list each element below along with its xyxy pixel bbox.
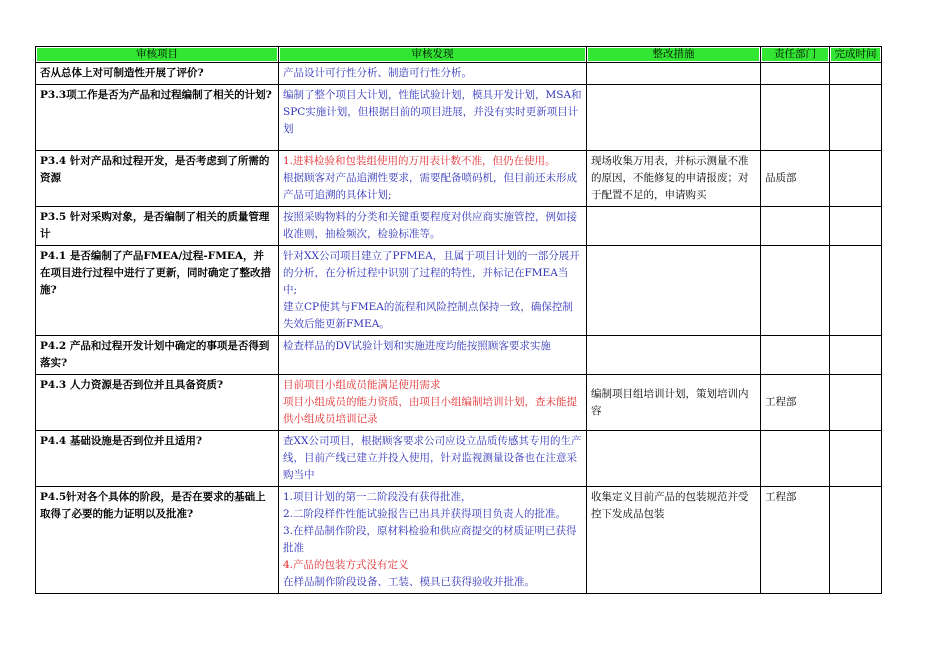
finding-text: 编制了整个项目大计划，性能试验计划，模具开发计划，MSA和SPC实施计划，但根据目前的项目进展，并没有实时更新项目计划 xyxy=(283,89,582,135)
dept-cell xyxy=(761,207,830,246)
finding-text: 3.在样品制作阶段，原材料检验和供应商提交的材质证明已获得批准 xyxy=(283,525,577,554)
table-row xyxy=(36,246,882,336)
audit-item-cell: P4.2 产品和过程开发计划中确定的事项是否得到落实? xyxy=(36,336,279,375)
audit-item-cell: P3.3项工作是否为产品和过程编制了相关的计划? xyxy=(36,85,279,151)
finding-text: 产品设计可行性分析、制造可行性分析。 xyxy=(283,67,472,79)
finding-text: 1.项目计划的第一二阶段没有获得批准， xyxy=(283,491,472,503)
header-cell-dept xyxy=(761,47,830,63)
table-row xyxy=(36,375,882,431)
dept-cell xyxy=(761,246,830,336)
action-cell xyxy=(587,85,761,151)
header-label-action: 整改措施 xyxy=(588,48,759,61)
time-cell xyxy=(830,375,882,431)
table-row xyxy=(36,63,882,85)
dept-cell xyxy=(761,85,830,151)
finding-text: 项目小组成员的能力资质，由项目小组编制培训计划，查未能提供小组成员培训记录 xyxy=(283,396,577,425)
finding-cell xyxy=(279,246,587,336)
audit-item-cell: P3.4 针对产品和过程开发，是否考虑到了所需的资源 xyxy=(36,151,279,207)
finding-text: 1.进料检验和包装组使用的万用表计数不准，但仍在使用。 xyxy=(283,155,556,167)
time-cell xyxy=(830,207,882,246)
finding-text: 建立CP使其与FMEA的流程和风险控制点保持一致，确保控制失效后能更新FMEA。 xyxy=(283,301,573,330)
table-row xyxy=(36,85,882,151)
header-label-item: 审核项目 xyxy=(37,48,277,61)
action-cell xyxy=(587,246,761,336)
time-cell xyxy=(830,63,882,85)
header-label-dept: 责任部门 xyxy=(762,48,828,61)
finding-cell xyxy=(279,85,587,151)
time-cell xyxy=(830,85,882,151)
action-cell xyxy=(587,63,761,85)
finding-text: 查XX公司项目，根据顾客要求公司应设立品质传感其专用的生产线，目前产线已建立并投入使用，针对监视测量设备也在注意采购当中 xyxy=(283,435,582,481)
dept-cell: 工程部 xyxy=(761,375,830,431)
table-row xyxy=(36,336,882,375)
time-cell xyxy=(830,151,882,207)
time-cell xyxy=(830,246,882,336)
table-row xyxy=(36,207,882,246)
time-cell xyxy=(830,431,882,487)
dept-cell: 品质部 xyxy=(761,151,830,207)
audit-item-cell: P4.3 人力资源是否到位并且具备资质? xyxy=(36,375,279,431)
header-cell-time xyxy=(830,47,882,63)
finding-text: 2.二阶段样件性能试验报告已出具并获得项目负责人的批准。 xyxy=(283,508,567,520)
table-row xyxy=(36,487,882,594)
finding-cell xyxy=(279,375,587,431)
header-label-findings: 审核发现 xyxy=(280,48,585,61)
audit-item-cell: P4.5针对各个具体的阶段，是否在要求的基础上取得了必要的能力证明以及批准? xyxy=(36,487,279,594)
header-cell-findings xyxy=(279,47,587,63)
finding-text: 目前项目小组成员能满足使用需求 xyxy=(283,379,441,391)
time-cell xyxy=(830,487,882,594)
dept-cell xyxy=(761,63,830,85)
audit-table xyxy=(35,46,882,594)
finding-text: 4.产品的包装方式没有定义 xyxy=(283,559,409,571)
header-cell-item xyxy=(36,47,279,63)
action-cell xyxy=(587,431,761,487)
action-cell: 编制项目组培训计划，策划培训内容 xyxy=(587,375,761,431)
audit-item-cell: 否从总体上对可制造性开展了评价? xyxy=(36,63,279,85)
table-row xyxy=(36,151,882,207)
finding-cell xyxy=(279,207,587,246)
action-cell xyxy=(587,207,761,246)
audit-item-cell: P4.1 是否编制了产品FMEA/过程-FMEA，并在项目进行过程中进行了更新，同时确定了整改措施? xyxy=(36,246,279,336)
dept-cell xyxy=(761,336,830,375)
audit-item-cell: P4.4 基础设施是否到位并且适用? xyxy=(36,431,279,487)
finding-text: 按照采购物料的分类和关键重要程度对供应商实施管控，例如接收准则，抽检频次，检验标准等。 xyxy=(283,211,577,240)
finding-text: 根据顾客对产品追溯性要求，需要配备喷码机，但目前还未形成产品可追溯的具体计划; xyxy=(283,172,577,201)
finding-cell xyxy=(279,431,587,487)
audit-item-cell: P3.5 针对采购对象，是否编制了相关的质量管理计 xyxy=(36,207,279,246)
finding-text: 在样品制作阶段设备、工装、模具已获得验收并批准。 xyxy=(283,576,535,588)
action-cell: 收集定义目前产品的包装规范并受控下发成品包装 xyxy=(587,487,761,594)
finding-cell xyxy=(279,63,587,85)
time-cell xyxy=(830,336,882,375)
finding-text: 针对XX公司项目建立了PFMEA，且属于项目计划的一部分展开的分析，在分析过程中识别了过程的特性，并标记在FMEA当中; xyxy=(283,250,580,296)
finding-cell xyxy=(279,336,587,375)
finding-text: 检查样品的DV试验计划和实施进度均能按照顾客要求实施 xyxy=(283,340,551,352)
header-label-time: 完成时间 xyxy=(831,48,880,61)
action-cell xyxy=(587,336,761,375)
finding-cell xyxy=(279,151,587,207)
dept-cell xyxy=(761,431,830,487)
header-cell-action xyxy=(587,47,761,63)
action-cell: 现场收集万用表，并标示测量不准的原因，不能修复的申请报废；对于配置不足的，申请购买 xyxy=(587,151,761,207)
table-row xyxy=(36,431,882,487)
dept-cell: 工程部 xyxy=(761,487,830,594)
finding-cell xyxy=(279,487,587,594)
header-row xyxy=(36,47,882,63)
